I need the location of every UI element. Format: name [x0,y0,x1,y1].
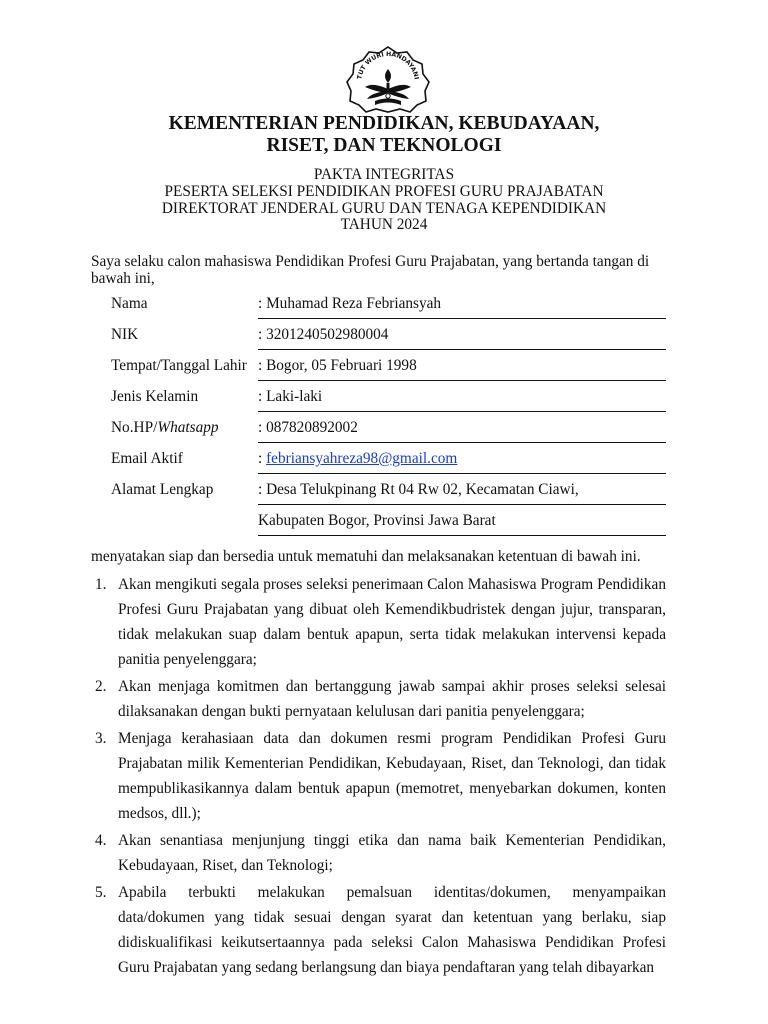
subtitle-line3: DIREKTORAT JENDERAL GURU DAN TENAGA KEPENDIDIKAN [161,199,607,217]
list-item [91,726,666,826]
field-value: Kabupaten Bogor, Provinsi Jawa Barat [258,512,666,536]
identity-row-email [91,442,666,473]
list-item [91,674,666,724]
label-italic: Whatsapp [157,419,219,436]
subtitle-line2: PESERTA SELEKSI PENDIDIKAN PROFESI GURU PRAJABATAN [164,182,604,200]
logo-motto: TUT WURI HANDAYANI [356,50,420,80]
commitment-list [91,572,666,982]
document-subtitle [0,167,768,234]
item-text: Apabila terbukti melakukan pemalsuan identitas/dokumen, menyampaikan data/dokumen yang tidak sesuai dengan syarat dan ketentuan yang berlaku, siap didiskualifikasi keikutsertaannya pada seleksi Calon Mahasiswa Pendidikan Profesi Guru Prajabatan yang sedang berlangsung dan biaya pendaftaran yang telah dibayarkan [118,884,666,976]
field-value: : 087820892002 [258,419,666,443]
list-item [91,880,666,980]
ministry-header [0,113,768,157]
field-label: NIK [111,326,139,343]
item-text: Akan senantiasa menjunjung tinggi etika dan nama baik Kementerian Pendidikan, Kebudayaan, Riset, dan Teknologi; [118,832,666,874]
field-value: : 3201240502980004 [258,326,666,350]
identity-table [91,287,666,535]
field-label: Email Aktif [111,450,183,467]
list-item [91,572,666,672]
identity-row-ttl [91,349,666,380]
item-text: Akan mengikuti segala proses seleksi penerimaan Calon Mahasiswa Program Pendidikan Profesi Guru Prajabatan yang dibuat oleh Kemendikbudristek dengan jujur, transparan, tidak melakukan suap dalam bentuk apapun, serta tidak melakukan intervensi kepada panitia penyelenggara; [118,576,666,668]
item-text: Akan menjaga komitmen dan bertanggung jawab sampai akhir proses seleksi selesai dilaksanakan dengan bukti pernyataan kelulusan dari panitia penyelenggara; [118,678,666,720]
item-number: 2. [95,678,107,695]
identity-row-nik [91,318,666,349]
intro-paragraph: Saya selaku calon mahasiswa Pendidikan Profesi Guru Prajabatan, yang bertanda tangan di bawah ini, [91,253,650,287]
ministry-name-line1: KEMENTERIAN PENDIDIKAN, KEBUDAYAAN, [168,113,600,134]
field-label: Tempat/Tanggal Lahir [111,357,247,374]
identity-row-alamat-cont [91,504,666,535]
item-number: 3. [95,730,107,747]
field-value: : Muhamad Reza Febriansyah [258,295,666,319]
field-value [258,450,666,474]
field-label: Jenis Kelamin [111,388,199,405]
item-number: 5. [95,884,107,901]
item-text: Menjaga kerahasiaan data dan dokumen resmi program Pendidikan Profesi Guru Prajabatan milik Kementerian Pendidikan, Kebudayaan, Riset, dan Teknologi, dan tidak mempublikasikannya dalam bentuk apapun (memotret, menyebarkan dokumen, konten medsos, dll.); [118,730,666,822]
field-value: : Desa Telukpinang Rt 04 Rw 02, Kecamatan Ciawi, [258,481,666,505]
ministry-name-line2: RISET, DAN TEKNOLOGI [266,135,502,156]
field-value: : Laki-laki [258,388,666,412]
field-label: Alamat Lengkap [111,481,214,498]
statement-text: menyatakan siap dan bersedia untuk mematuhi dan melaksanakan ketentuan di bawah ini. [91,548,641,565]
label-prefix: No.HP/ [111,419,158,436]
tut-wuri-handayani-emblem-icon [345,45,431,113]
subtitle-year: TAHUN 2024 [340,216,428,234]
tut-wuri-handayani-logo [345,45,431,113]
field-label: Nama [111,295,148,312]
identity-row-jenis-kelamin [91,380,666,411]
list-item [91,828,666,878]
field-label [111,419,219,437]
colon-prefix: : [258,450,267,467]
item-number: 1. [95,576,107,593]
item-number: 4. [95,832,107,849]
identity-row-alamat [91,473,666,504]
field-value: : Bogor, 05 Februari 1998 [258,357,666,381]
document-title: PAKTA INTEGRITAS [313,166,455,183]
identity-row-nama [91,287,666,318]
identity-row-hp [91,411,666,442]
email-link[interactable]: febriansyahreza98@gmail.com [266,450,458,467]
